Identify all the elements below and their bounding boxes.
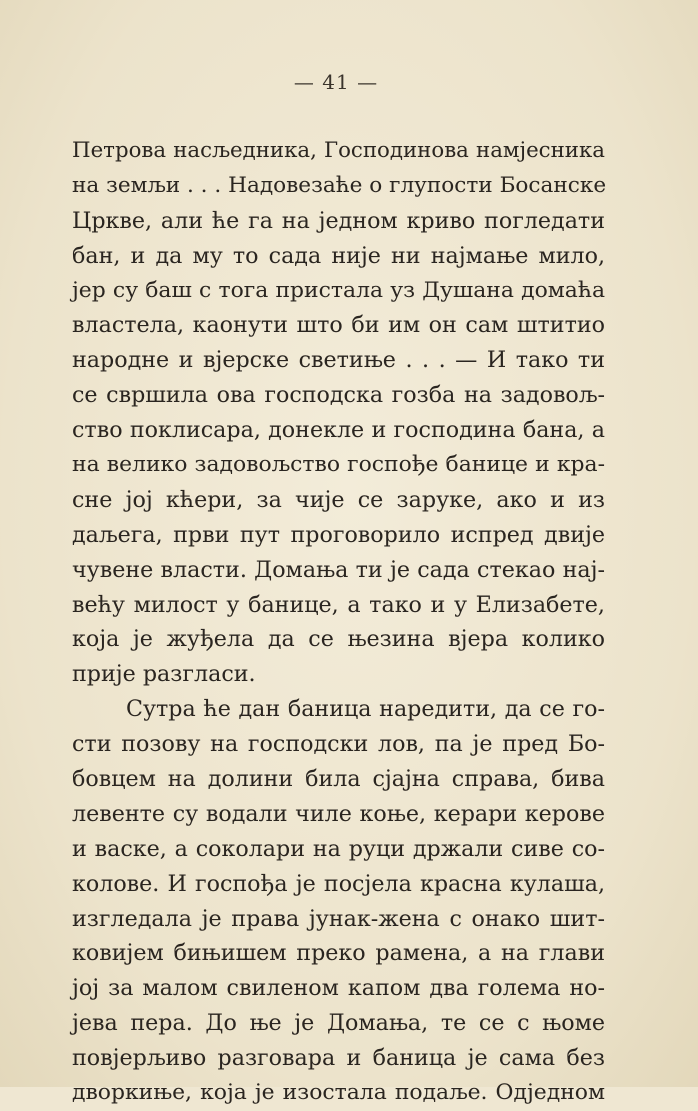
text-line: Сутра ће дан баница наредити, да се го- xyxy=(126,696,605,723)
paragraph-1 xyxy=(72,134,605,692)
text-line: Петрова насљедника, Господинова намјесника xyxy=(72,138,605,163)
text-line: на велико задовољство госпође банице и кра- xyxy=(72,452,605,478)
text-line: већу милост у банице, а тако и у Елизабете, xyxy=(72,591,605,618)
text-line: дворкиње, која је изостала подаље. Одједном xyxy=(72,1080,605,1106)
text-line: народне и вјерске светиње . . . — И тако ти xyxy=(72,347,605,374)
text-line: јер су баш с тога пристала уз Душана домаћа xyxy=(72,277,605,303)
text-line: даљега, први пут проговорило испред двије xyxy=(72,521,605,548)
page-number: — 41 — xyxy=(293,70,379,94)
text-line: прије разгласи. xyxy=(72,661,256,688)
text-line: властела, каонути што би им он сам штитио xyxy=(72,312,605,339)
text-line: се свршила ова господска гозба на задовољ- xyxy=(72,382,605,409)
text-line: ство поклисара, донекле и господина бана, а xyxy=(72,417,605,444)
text-line: на земљи . . . Надовезаће о глупости Босанске xyxy=(72,172,607,198)
text-line: сне јој кћери, за чије се заруке, ако и из xyxy=(72,486,605,513)
text-line: која је жуђела да се њезина вјера колико xyxy=(72,626,605,653)
body-text xyxy=(72,134,605,1111)
text-line: бан, и да му то сада није ни најмање мило, xyxy=(72,242,605,269)
text-line: јој за малом свиленом капом два голема но- xyxy=(72,975,605,1002)
text-line: левенте су водали чиле коње, керари керове xyxy=(72,800,605,827)
text-line: повјерљиво разговара и баница је сама без xyxy=(72,1045,605,1072)
text-line: бовцем на долини била сјајна справа, бива xyxy=(72,766,605,793)
text-line: чувене власти. Домања ти је сада стекао нај- xyxy=(72,556,605,583)
paragraph-2 xyxy=(72,692,605,1111)
text-line: Цркве, али ће га на једном криво погледати xyxy=(72,207,605,234)
text-line: ковијем бињишем преко рамена, а на глави xyxy=(72,940,605,967)
text-line: и васке, а соколари на руци држали сиве со- xyxy=(72,835,605,862)
text-line: сти позову на господски лов, па је пред Бо- xyxy=(72,731,605,758)
text-line: колове. И госпођа је посјела красна кулаша, xyxy=(72,870,605,897)
text-line: јева пера. До ње је Домања, те се с њоме xyxy=(72,1010,605,1037)
text-line: изгледала је права јунак-жена с онако шит- xyxy=(72,905,605,932)
